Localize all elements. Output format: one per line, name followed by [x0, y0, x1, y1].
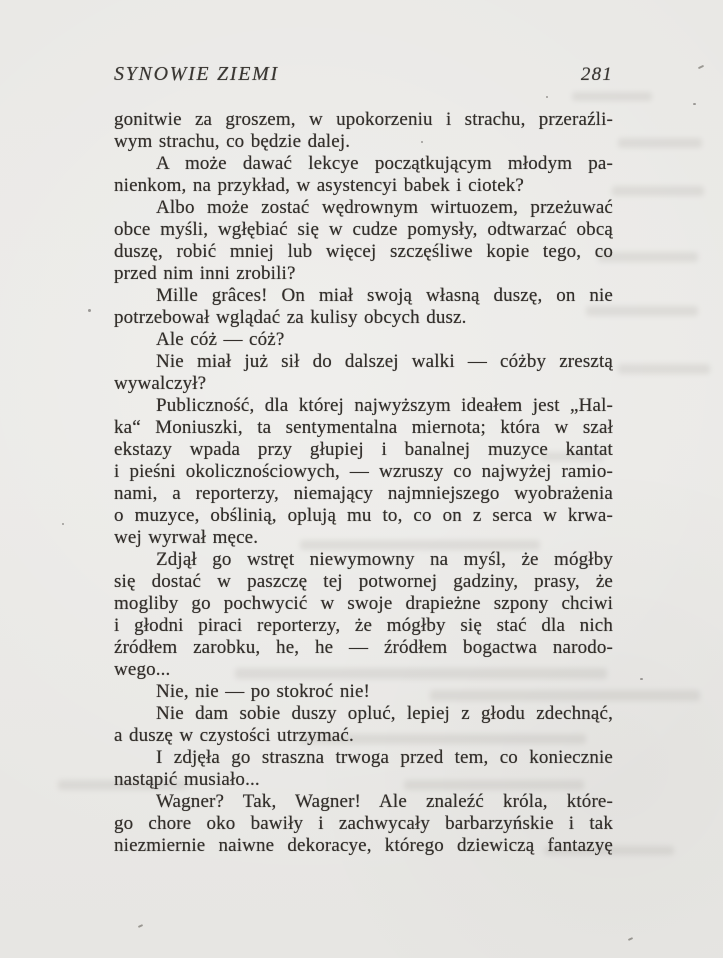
dust-speck: [628, 937, 633, 941]
text-line: ekstazy wpada przy głupiej i banalnej muzyce kantat: [114, 439, 613, 460]
running-title: SYNOWIE ZIEMI: [114, 63, 279, 85]
text-line: potrzebował wglądać za kulisy obcych dusz.: [114, 307, 467, 328]
text-line: Wagner? Tak, Wagner! Ale znaleźć króla, które-: [156, 791, 613, 812]
text-line: Albo może zostać wędrownym wirtuozem, przeżuwać: [156, 197, 613, 218]
bleedthrough-smudge: [598, 252, 698, 262]
text-line: Nie, nie — po stokroć nie!: [156, 681, 371, 702]
text-line: i pieśni okolicznościowych, — wzruszy co najwyżej ramio-: [114, 461, 613, 482]
text-line: wywalczył?: [114, 373, 207, 394]
dust-speck: [546, 96, 548, 98]
text-line: I zdjęła go straszna trwoga przed tem, co koniecznie: [156, 747, 613, 768]
dust-speck: [138, 924, 143, 928]
dust-speck: [698, 65, 704, 69]
text-line: Zdjął go wstręt niewymowny na myśl, że mógłby: [156, 549, 613, 570]
body-text: [114, 109, 613, 857]
page-number: 281: [580, 64, 613, 85]
dust-speck: [62, 523, 64, 525]
text-line: niezmiernie naiwne dekoracye, którego dziewiczą fantazyę: [114, 835, 613, 856]
text-line: obce myśli, wgłębiać się w cudze pomysły, odtwarzać obcą: [114, 219, 613, 240]
text-line: się dostać w paszczę tej potwornej gadziny, prasy, że: [114, 571, 613, 592]
text-line: Nie miał już sił do dalszej walki — cóżby zresztą: [156, 351, 613, 372]
text-line: źródłem zarobku, he, he — źródłem bogactwa narodo-: [114, 637, 613, 658]
dust-speck: [693, 103, 696, 105]
text-line: wego...: [114, 659, 171, 680]
bleedthrough-smudge: [572, 92, 652, 101]
text-line: nastąpić musiało...: [114, 769, 260, 790]
text-line: Nie dam sobie duszy opluć, lepiej z głodu zdechnąć,: [156, 703, 613, 724]
dust-speck: [88, 309, 91, 312]
dust-speck: [640, 678, 643, 680]
text-line: i głodni piraci reporterzy, że mógłby się stać dla nich: [114, 615, 613, 636]
text-line: wej wyrwał męce.: [114, 527, 259, 548]
text-line: nami, a reporterzy, niemający najmniejszego wyobrażenia: [114, 483, 613, 504]
text-line: ka“ Moniuszki, ta sentymentalna miernota; która w szał: [114, 417, 613, 438]
bleedthrough-smudge: [618, 138, 702, 148]
text-line: go chore oko bawiły i zachwycały barbarzyńskie i tak: [114, 813, 613, 834]
text-line: a duszę w czystości utrzymać.: [114, 725, 354, 746]
page-header: [114, 63, 613, 86]
text-line: mogliby go pochwycić w swoje drapieżne szpony chciwi: [114, 593, 613, 614]
bleedthrough-smudge: [618, 364, 710, 374]
text-line: Mille grâces! On miał swoją własną duszę, on nie: [156, 285, 613, 306]
text-line: o muzyce, obślinią, oplują mu to, co on z serca w krwa-: [114, 505, 613, 526]
text-line: przed nim inni zrobili?: [114, 263, 296, 284]
text-line: nienkom, na przykład, w asystencyi babek i ciotek?: [114, 175, 525, 196]
text-line: wym strachu, co będzie dalej.: [114, 131, 351, 152]
text-line: A może dawać lekcye początkującym młodym pa-: [156, 153, 613, 174]
text-line: duszę, robić mniej lub więcej szczęśliwe kopie tego, co: [114, 241, 613, 262]
text-line: gonitwie za groszem, w upokorzeniu i strachu, przeraźli-: [114, 109, 613, 130]
text-line: Publiczność, dla której najwyższym ideałem jest „Hal-: [156, 395, 613, 416]
text-line: Ale cóż — cóż?: [156, 329, 285, 350]
bleedthrough-smudge: [612, 186, 704, 196]
